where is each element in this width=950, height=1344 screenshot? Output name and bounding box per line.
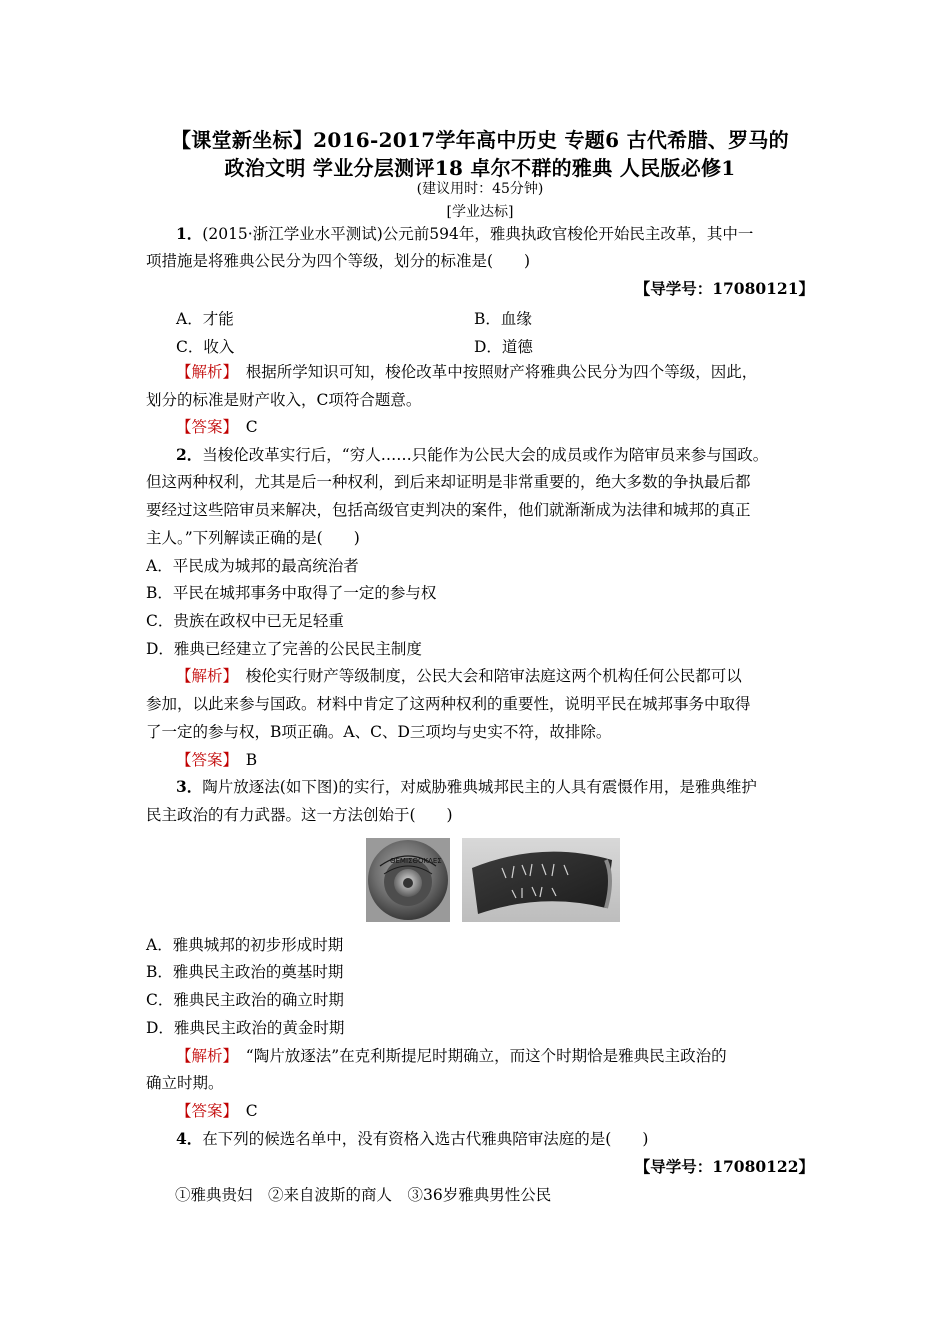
q3-option-b: B．雅典民主政治的奠基时期 xyxy=(146,963,344,981)
question-2-line3: 要经过这些陪审员来解决，包括高级官吏判决的案件，他们就渐渐成为法律和城邦的真正 xyxy=(146,501,751,519)
question-1-line2: 项措施是将雅典公民分为四个等级，划分的标准是( ) xyxy=(146,252,531,270)
q2-option-c: C．贵族在政权中已无足轻重 xyxy=(146,612,344,630)
q2-option-d: D．雅典已经建立了完善的公民民主制度 xyxy=(146,640,422,658)
q3-option-c: C．雅典民主政治的确立时期 xyxy=(146,991,344,1009)
analysis-label: 【解析】 xyxy=(176,667,231,685)
question-1-number: 1． xyxy=(176,224,203,243)
q1-analysis-line1: 【解析】 根据所学知识可知，梭伦改革中按照财产将雅典公民分为四个等级，因此， xyxy=(176,363,758,381)
q2-answer: 【答案】 B xyxy=(176,751,258,769)
question-1-line1: 1．(2015·浙江学业水平测试)公元前594年，雅典执政官梭伦开始民主改革，其中一 xyxy=(176,224,754,243)
answer-label: 【答案】 xyxy=(176,418,231,436)
section-heading: [学业达标] xyxy=(446,204,514,220)
svg-text:ΘΕΜΙΣΘΟΚΛΕΣ: ΘΕΜΙΣΘΟΚΛΕΣ xyxy=(390,857,442,865)
q3-analysis-line1: 【解析】 “陶片放逐法”在克利斯提尼时期确立，而这个时期恰是雅典民主政治的 xyxy=(176,1047,727,1065)
q3-answer: 【答案】 C xyxy=(176,1102,258,1120)
q3-option-a: A．雅典城邦的初步形成时期 xyxy=(146,936,344,954)
q1-option-a: A．才能 xyxy=(176,310,234,328)
question-3-line2: 民主政治的有力武器。这一方法创始于( ) xyxy=(146,806,453,824)
question-2-line1: 2．当梭伦改革实行后，“穷人……只能作为公民大会的成员或作为陪审员来参与国政。 xyxy=(176,445,769,464)
q2-analysis-line3: 了一定的参与权，B项正确。A、C、D三项均与史实不符，故排除。 xyxy=(146,723,612,741)
q2-option-a: A．平民成为城邦的最高统治者 xyxy=(146,557,359,575)
q2-analysis-line1: 【解析】 梭伦实行财产等级制度，公民大会和陪审法庭这两个机构任何公民都可以 xyxy=(176,667,742,685)
analysis-label: 【解析】 xyxy=(176,363,231,381)
ostrakon-round-photo xyxy=(366,838,450,922)
q3-option-d: D．雅典民主政治的黄金时期 xyxy=(146,1019,345,1037)
question-2-line4: 主人。”下列解读正确的是( ) xyxy=(146,529,360,547)
q1-option-c: C．收入 xyxy=(176,338,235,356)
analysis-label: 【解析】 xyxy=(176,1047,231,1065)
guide-number-1: 【导学号：17080121】 xyxy=(634,279,814,298)
question-3-line1: 3．陶片放逐法(如下图)的实行，对威胁雅典城邦民主的人具有震慑作用，是雅典维护 xyxy=(176,777,757,796)
ostrakon-shard-photo xyxy=(462,838,620,922)
q4-candidate-list: ①雅典贵妇 ②来自波斯的商人 ③36岁雅典男性公民 xyxy=(175,1186,552,1204)
q3-analysis-line2: 确立时期。 xyxy=(146,1074,224,1092)
suggested-time: (建议用时：45分钟) xyxy=(416,181,544,197)
question-2-line2: 但这两种权利，尤其是后一种权利，到后来却证明是非常重要的，绝大多数的争执最后都 xyxy=(146,473,751,491)
answer-label: 【答案】 xyxy=(176,751,231,769)
guide-number-2: 【导学号：17080122】 xyxy=(634,1157,814,1176)
q2-analysis-line2: 参加，以此来参与国政。材料中肯定了这两种权利的重要性，说明平民在城邦事务中取得 xyxy=(146,695,751,713)
document-title-line1: 【课堂新坐标】2016-2017学年高中历史 专题6 古代希腊、罗马的 xyxy=(171,128,789,152)
q1-option-b: B．血缘 xyxy=(474,310,532,328)
answer-label: 【答案】 xyxy=(176,1102,231,1120)
q1-analysis-line2: 划分的标准是财产收入，C项符合题意。 xyxy=(146,391,422,409)
question-3-number: 3． xyxy=(176,777,203,796)
question-2-number: 2． xyxy=(176,445,203,464)
question-4-number: 4． xyxy=(176,1129,203,1148)
q2-option-b: B．平民在城邦事务中取得了一定的参与权 xyxy=(146,584,437,602)
document-title-line2: 政治文明 学业分层测评18 卓尔不群的雅典 人民版必修1 xyxy=(224,156,736,180)
q1-answer: 【答案】 C xyxy=(176,418,258,436)
question-4-line1: 4．在下列的候选名单中，没有资格入选古代雅典陪审法庭的是( ) xyxy=(176,1129,649,1148)
q1-option-d: D．道德 xyxy=(474,338,533,356)
